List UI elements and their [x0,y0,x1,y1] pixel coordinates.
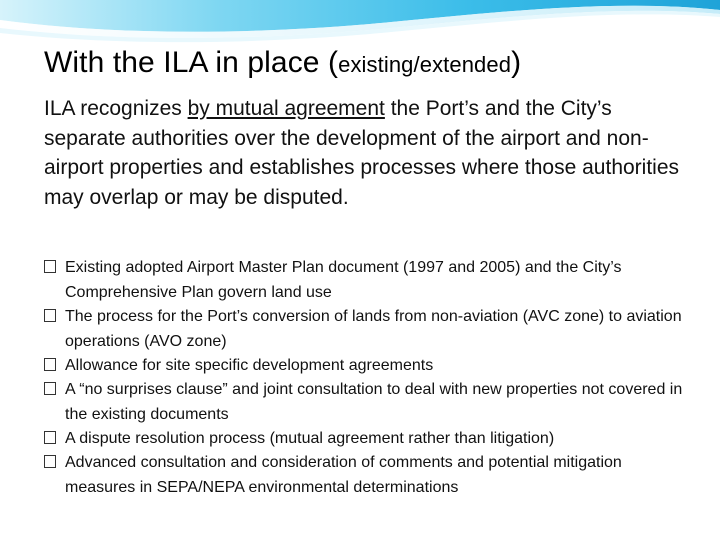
title-parenthetical: existing/extended [338,52,512,77]
bullet-text: A dispute resolution process (mutual agreement rather than litigation) [65,430,555,447]
slide-title [44,46,521,80]
intro-text-start: ILA recognizes [44,97,188,120]
bullet-text: Advanced consultation and consideration of comments and potential mitigation measures in SEPA/NEPA environmental determinations [65,454,622,496]
intro-paragraph [44,94,684,212]
checkbox-bullet-icon [44,309,56,322]
bullet-item [44,353,684,378]
bullet-item [44,255,684,305]
title-main: With the ILA in place ( [44,46,339,79]
bullet-text: The process for the Port’s conversion of lands from non-aviation (AVC zone) to aviation operations (AVO zone) [65,308,682,350]
checkbox-bullet-icon [44,382,56,395]
bullet-item [44,426,684,451]
checkbox-bullet-icon [44,358,56,371]
title-close-paren: ) [511,46,522,79]
checkbox-bullet-icon [44,431,56,444]
intro-underlined-phrase: by mutual agreement [187,97,385,120]
bullet-text: Allowance for site specific development agreements [65,357,434,374]
bullet-item [44,377,684,427]
bullet-text: A “no surprises clause” and joint consultation to deal with new properties not covered in the existing documents [65,381,683,423]
bullet-item [44,304,684,354]
bullet-item [44,450,684,500]
checkbox-bullet-icon [44,455,56,468]
bullet-list [44,257,684,501]
intro-text-end: the Port’s and the City’s separate authorities over the development of the airport and non-airport properties and establishes processes where those authorities may overlap or may be disputed. [44,97,680,209]
checkbox-bullet-icon [44,260,56,273]
bullet-text: Existing adopted Airport Master Plan document (1997 and 2005) and the City’s Comprehensive Plan govern land use [65,259,622,301]
